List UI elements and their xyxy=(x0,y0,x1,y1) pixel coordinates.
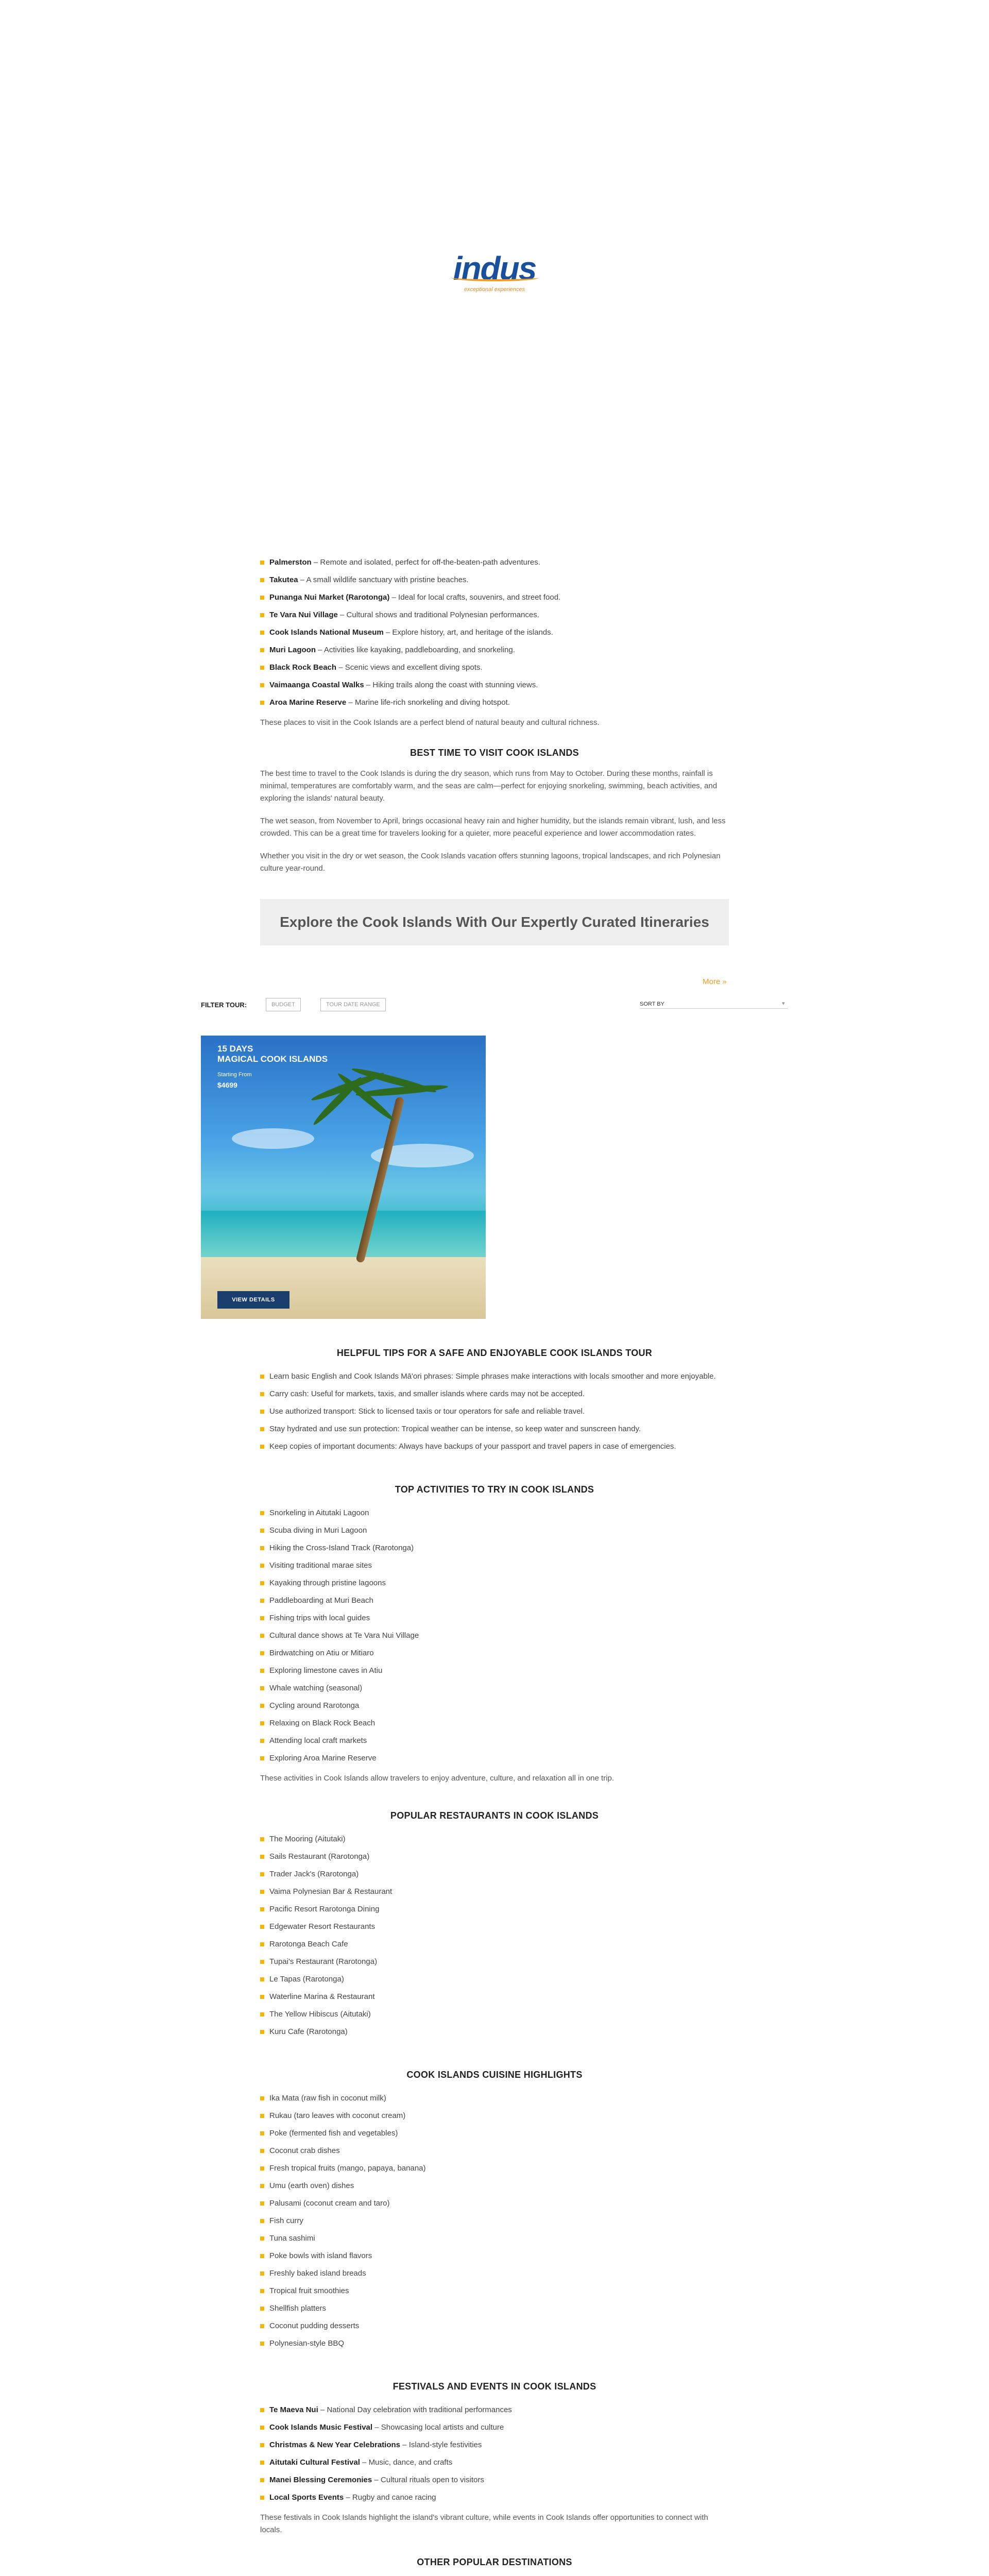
list-item: Fresh tropical fruits (mango, papaya, banana) xyxy=(260,2160,729,2177)
budget-filter[interactable]: BUDGET xyxy=(266,998,301,1011)
list-item: Local Sports Events – Rugby and canoe racing xyxy=(260,2489,729,2506)
list-item: The Yellow Hibiscus (Aitutaki) xyxy=(260,2006,729,2023)
list-item: Tupai's Restaurant (Rarotonga) xyxy=(260,1953,729,1971)
list-item: Relaxing on Black Rock Beach xyxy=(260,1715,729,1732)
list-item: Punanga Nui Market (Rarotonga) – Ideal for local crafts, souvenirs, and street food. xyxy=(260,589,729,606)
list-item-name: Cook Islands Music Festival xyxy=(269,2423,373,2432)
list-item: Learn basic English and Cook Islands Mā'ori phrases: Simple phrases make interactions with locals smoother and more enjoyable. xyxy=(260,1368,729,1385)
best-time-paragraph-3: Whether you visit in the dry or wet season, the Cook Islands vacation offers stunning lagoons, tropical landscapes, and rich Polynesian culture year-round. xyxy=(260,852,721,873)
other-destinations-title: OTHER POPULAR DESTINATIONS xyxy=(417,2557,572,2567)
list-item: Snorkeling in Aitutaki Lagoon xyxy=(260,1504,729,1522)
attractions-list xyxy=(260,554,729,711)
list-item: Aroa Marine Reserve – Marine life-rich snorkeling and diving hotspot. xyxy=(260,694,729,711)
list-item: Umu (earth oven) dishes xyxy=(260,2177,729,2195)
list-item: Manei Blessing Ceremonies – Cultural rituals open to visitors xyxy=(260,2471,729,2489)
list-item: Cultural dance shows at Te Vara Nui Village xyxy=(260,1627,729,1645)
list-item-desc: Cultural rituals open to visitors xyxy=(380,2476,484,2484)
activities-list xyxy=(260,1504,729,1767)
list-item: Poke (fermented fish and vegetables) xyxy=(260,2125,729,2142)
tour-card[interactable] xyxy=(201,1036,486,1319)
best-time-paragraph-1: The best time to travel to the Cook Islands is during the dry season, which runs from May to October. During these months, rainfall is minimal, temperatures are comfortably warm, and the seas are calm—perfect for enjoying snorkeling, swimming, beach activities, and exploring the islands' natural beauty. xyxy=(260,769,718,803)
list-item: Use authorized transport: Stick to licensed taxis or tour operators for safe and reliable travel. xyxy=(260,1403,729,1420)
list-item: Paddleboarding at Muri Beach xyxy=(260,1592,729,1609)
list-item-name: Vaimaanga Coastal Walks xyxy=(269,681,364,689)
cloud-shape xyxy=(232,1128,314,1149)
list-item-desc: Music, dance, and crafts xyxy=(368,2458,453,2467)
list-item-desc: Marine life-rich snorkeling and diving hotspot. xyxy=(354,698,510,707)
list-item: Rukau (taro leaves with coconut cream) xyxy=(260,2107,729,2125)
list-item-name: Christmas & New Year Celebrations xyxy=(269,2441,400,2449)
list-item: Vaimaanga Coastal Walks – Hiking trails along the coast with stunning views. xyxy=(260,676,729,694)
sea-shape xyxy=(201,1211,486,1262)
explore-itineraries-banner: Explore the Cook Islands With Our Expertly Curated Itineraries xyxy=(260,899,729,945)
list-item-desc: Activities like kayaking, paddleboarding, and snorkeling. xyxy=(323,646,515,654)
list-item-desc: A small wildlife sanctuary with pristine beaches. xyxy=(306,575,469,584)
logo-wordmark: indus xyxy=(453,250,536,287)
list-item-name: Local Sports Events xyxy=(269,2493,344,2502)
list-item-desc: Rugby and canoe racing xyxy=(352,2493,436,2502)
list-item-name: Palmerston xyxy=(269,558,312,567)
list-item-desc: Ideal for local crafts, souvenirs, and street food. xyxy=(398,593,561,602)
tour-card-name: MAGICAL COOK ISLANDS xyxy=(217,1054,328,1064)
list-item: Polynesian-style BBQ xyxy=(260,2335,729,2352)
sort-chevron-down-icon[interactable]: ▾ xyxy=(782,1001,785,1007)
list-item-desc: Island-style festivities xyxy=(408,2441,482,2449)
list-item: Stay hydrated and use sun protection: Tropical weather can be intense, so keep water and sunscreen handy. xyxy=(260,1420,729,1438)
list-item: Fishing trips with local guides xyxy=(260,1609,729,1627)
list-item: Fish curry xyxy=(260,2212,729,2230)
list-item: Exploring limestone caves in Atiu xyxy=(260,1662,729,1680)
view-details-button[interactable]: VIEW DETAILS xyxy=(217,1291,289,1309)
list-item: Birdwatching on Atiu or Mitiaro xyxy=(260,1645,729,1662)
list-item-name: Punanga Nui Market (Rarotonga) xyxy=(269,593,390,602)
list-item: Palmerston – Remote and isolated, perfect for off-the-beaten-path adventures. xyxy=(260,554,729,571)
main-content xyxy=(260,554,729,885)
more-link[interactable]: More » xyxy=(703,977,727,986)
list-item-name: Aitutaki Cultural Festival xyxy=(269,2458,360,2467)
tour-card-price: $4699 xyxy=(217,1081,237,1089)
list-item-name: Black Rock Beach xyxy=(269,663,337,672)
list-item: Coconut pudding desserts xyxy=(260,2317,729,2335)
list-item: Kuru Cafe (Rarotonga) xyxy=(260,2023,729,2041)
sand-shape xyxy=(201,1257,486,1319)
logo-swoosh-icon xyxy=(451,274,539,281)
list-item-desc: Remote and isolated, perfect for off-the-beaten-path adventures. xyxy=(320,558,540,567)
list-item: Hiking the Cross-Island Track (Rarotonga) xyxy=(260,1539,729,1557)
list-item-name: Te Maeva Nui xyxy=(269,2405,318,2414)
list-item: Shellfish platters xyxy=(260,2300,729,2317)
list-item: Tuna sashimi xyxy=(260,2230,729,2247)
festivals-list xyxy=(260,2401,729,2506)
list-item: Exploring Aroa Marine Reserve xyxy=(260,1750,729,1767)
list-item: Aitutaki Cultural Festival – Music, dance, and crafts xyxy=(260,2454,729,2471)
list-item: Waterline Marina & Restaurant xyxy=(260,1988,729,2006)
list-item: Freshly baked island breads xyxy=(260,2265,729,2282)
list-item: Christmas & New Year Celebrations – Island-style festivities xyxy=(260,2436,729,2454)
list-item: Cook Islands National Museum – Explore history, art, and heritage of the islands. xyxy=(260,624,729,641)
list-item-name: Te Vara Nui Village xyxy=(269,611,338,619)
list-item: Le Tapas (Rarotonga) xyxy=(260,1971,729,1988)
list-item: Muri Lagoon – Activities like kayaking, paddleboarding, and snorkeling. xyxy=(260,641,729,659)
activities-title: TOP ACTIVITIES TO TRY IN COOK ISLANDS xyxy=(395,1484,594,1495)
list-item: Kayaking through pristine lagoons xyxy=(260,1574,729,1592)
list-item-name: Cook Islands National Museum xyxy=(269,628,384,637)
list-item-desc: Hiking trails along the coast with stunning views. xyxy=(372,681,538,689)
list-item: Te Vara Nui Village – Cultural shows and traditional Polynesian performances. xyxy=(260,606,729,624)
list-item: Takutea – A small wildlife sanctuary with pristine beaches. xyxy=(260,571,729,589)
sort-by-label: SORT BY xyxy=(640,1001,664,1007)
best-time-title: BEST TIME TO VISIT COOK ISLANDS xyxy=(410,748,579,758)
attractions-note: These places to visit in the Cook Islands are a perfect blend of natural beauty and cultural richness. xyxy=(260,718,600,727)
list-item-desc: Cultural shows and traditional Polynesian performances. xyxy=(346,611,539,619)
list-item: Cook Islands Music Festival – Showcasing local artists and culture xyxy=(260,2419,729,2436)
sort-by-select[interactable] xyxy=(640,1008,788,1009)
list-item-name: Muri Lagoon xyxy=(269,646,316,654)
list-item-desc: Explore history, art, and heritage of the islands. xyxy=(392,628,553,637)
brand-logo[interactable] xyxy=(442,251,547,293)
best-time-paragraph-2: The wet season, from November to April, brings occasional heavy rain and higher humidity, but the islands remain vibrant, lush, and less crowded. This can be a great time for travelers looking for a quieter, more peaceful experience and lower accommodation rates. xyxy=(260,817,726,838)
list-item: Te Maeva Nui – National Day celebration with traditional performances xyxy=(260,2401,729,2419)
list-item: The Mooring (Aitutaki) xyxy=(260,1831,729,1848)
tour-card-days: 15 DAYS xyxy=(217,1044,253,1054)
list-item: Black Rock Beach – Scenic views and excellent diving spots. xyxy=(260,659,729,676)
list-item-name: Aroa Marine Reserve xyxy=(269,698,347,707)
list-item: Whale watching (seasonal) xyxy=(260,1680,729,1697)
info-sections xyxy=(260,1329,729,2576)
list-item: Poke bowls with island flavors xyxy=(260,2247,729,2265)
list-item: Cycling around Rarotonga xyxy=(260,1697,729,1715)
logo-tagline: exceptional experiences xyxy=(464,286,525,293)
list-item-desc: National Day celebration with traditional performances xyxy=(327,2405,512,2414)
date-range-filter[interactable]: TOUR DATE RANGE xyxy=(320,998,386,1011)
list-item: Scuba diving in Muri Lagoon xyxy=(260,1522,729,1539)
list-item: Pacific Resort Rarotonga Dining xyxy=(260,1901,729,1918)
tour-card-title xyxy=(217,1044,328,1064)
list-item: Keep copies of important documents: Always have backups of your passport and travel papers in case of emergencies. xyxy=(260,1438,729,1455)
festivals-title: FESTIVALS AND EVENTS IN COOK ISLANDS xyxy=(393,2381,596,2392)
list-item: Coconut crab dishes xyxy=(260,2142,729,2160)
list-item-name: Manei Blessing Ceremonies xyxy=(269,2476,372,2484)
cuisine-list xyxy=(260,2090,729,2352)
tour-card-from-label: Starting From xyxy=(217,1072,252,1078)
list-item: Carry cash: Useful for markets, taxis, and smaller islands where cards may not be accepted. xyxy=(260,1385,729,1403)
tips-title: HELPFUL TIPS FOR A SAFE AND ENJOYABLE COOK ISLANDS TOUR xyxy=(336,1348,653,1358)
restaurants-list xyxy=(260,1831,729,2041)
list-item: Edgewater Resort Restaurants xyxy=(260,1918,729,1936)
restaurants-title: POPULAR RESTAURANTS IN COOK ISLANDS xyxy=(390,1810,599,1821)
list-item-name: Takutea xyxy=(269,575,298,584)
list-item: Attending local craft markets xyxy=(260,1732,729,1750)
list-item-desc: Scenic views and excellent diving spots. xyxy=(345,663,483,672)
filter-label: FILTER TOUR: xyxy=(201,1001,247,1009)
tips-list xyxy=(260,1368,729,1455)
list-item-desc: Showcasing local artists and culture xyxy=(381,2423,504,2432)
list-item: Tropical fruit smoothies xyxy=(260,2282,729,2300)
palm-frond-shape xyxy=(311,1075,364,1127)
festivals-note: These festivals in Cook Islands highlight the island's vibrant culture, while events in Cook Islands offer opportunities to connect with locals. xyxy=(260,2513,708,2534)
list-item: Palusami (coconut cream and taro) xyxy=(260,2195,729,2212)
filter-bar xyxy=(201,997,788,1012)
list-item: Vaima Polynesian Bar & Restaurant xyxy=(260,1883,729,1901)
activities-note: These activities in Cook Islands allow travelers to enjoy adventure, culture, and relaxation all in one trip. xyxy=(260,1774,615,1783)
list-item: Trader Jack's (Rarotonga) xyxy=(260,1866,729,1883)
list-item: Ika Mata (raw fish in coconut milk) xyxy=(260,2090,729,2107)
list-item: Visiting traditional marae sites xyxy=(260,1557,729,1574)
cuisine-title: COOK ISLANDS CUISINE HIGHLIGHTS xyxy=(406,2070,583,2080)
list-item: Rarotonga Beach Cafe xyxy=(260,1936,729,1953)
list-item: Sails Restaurant (Rarotonga) xyxy=(260,1848,729,1866)
